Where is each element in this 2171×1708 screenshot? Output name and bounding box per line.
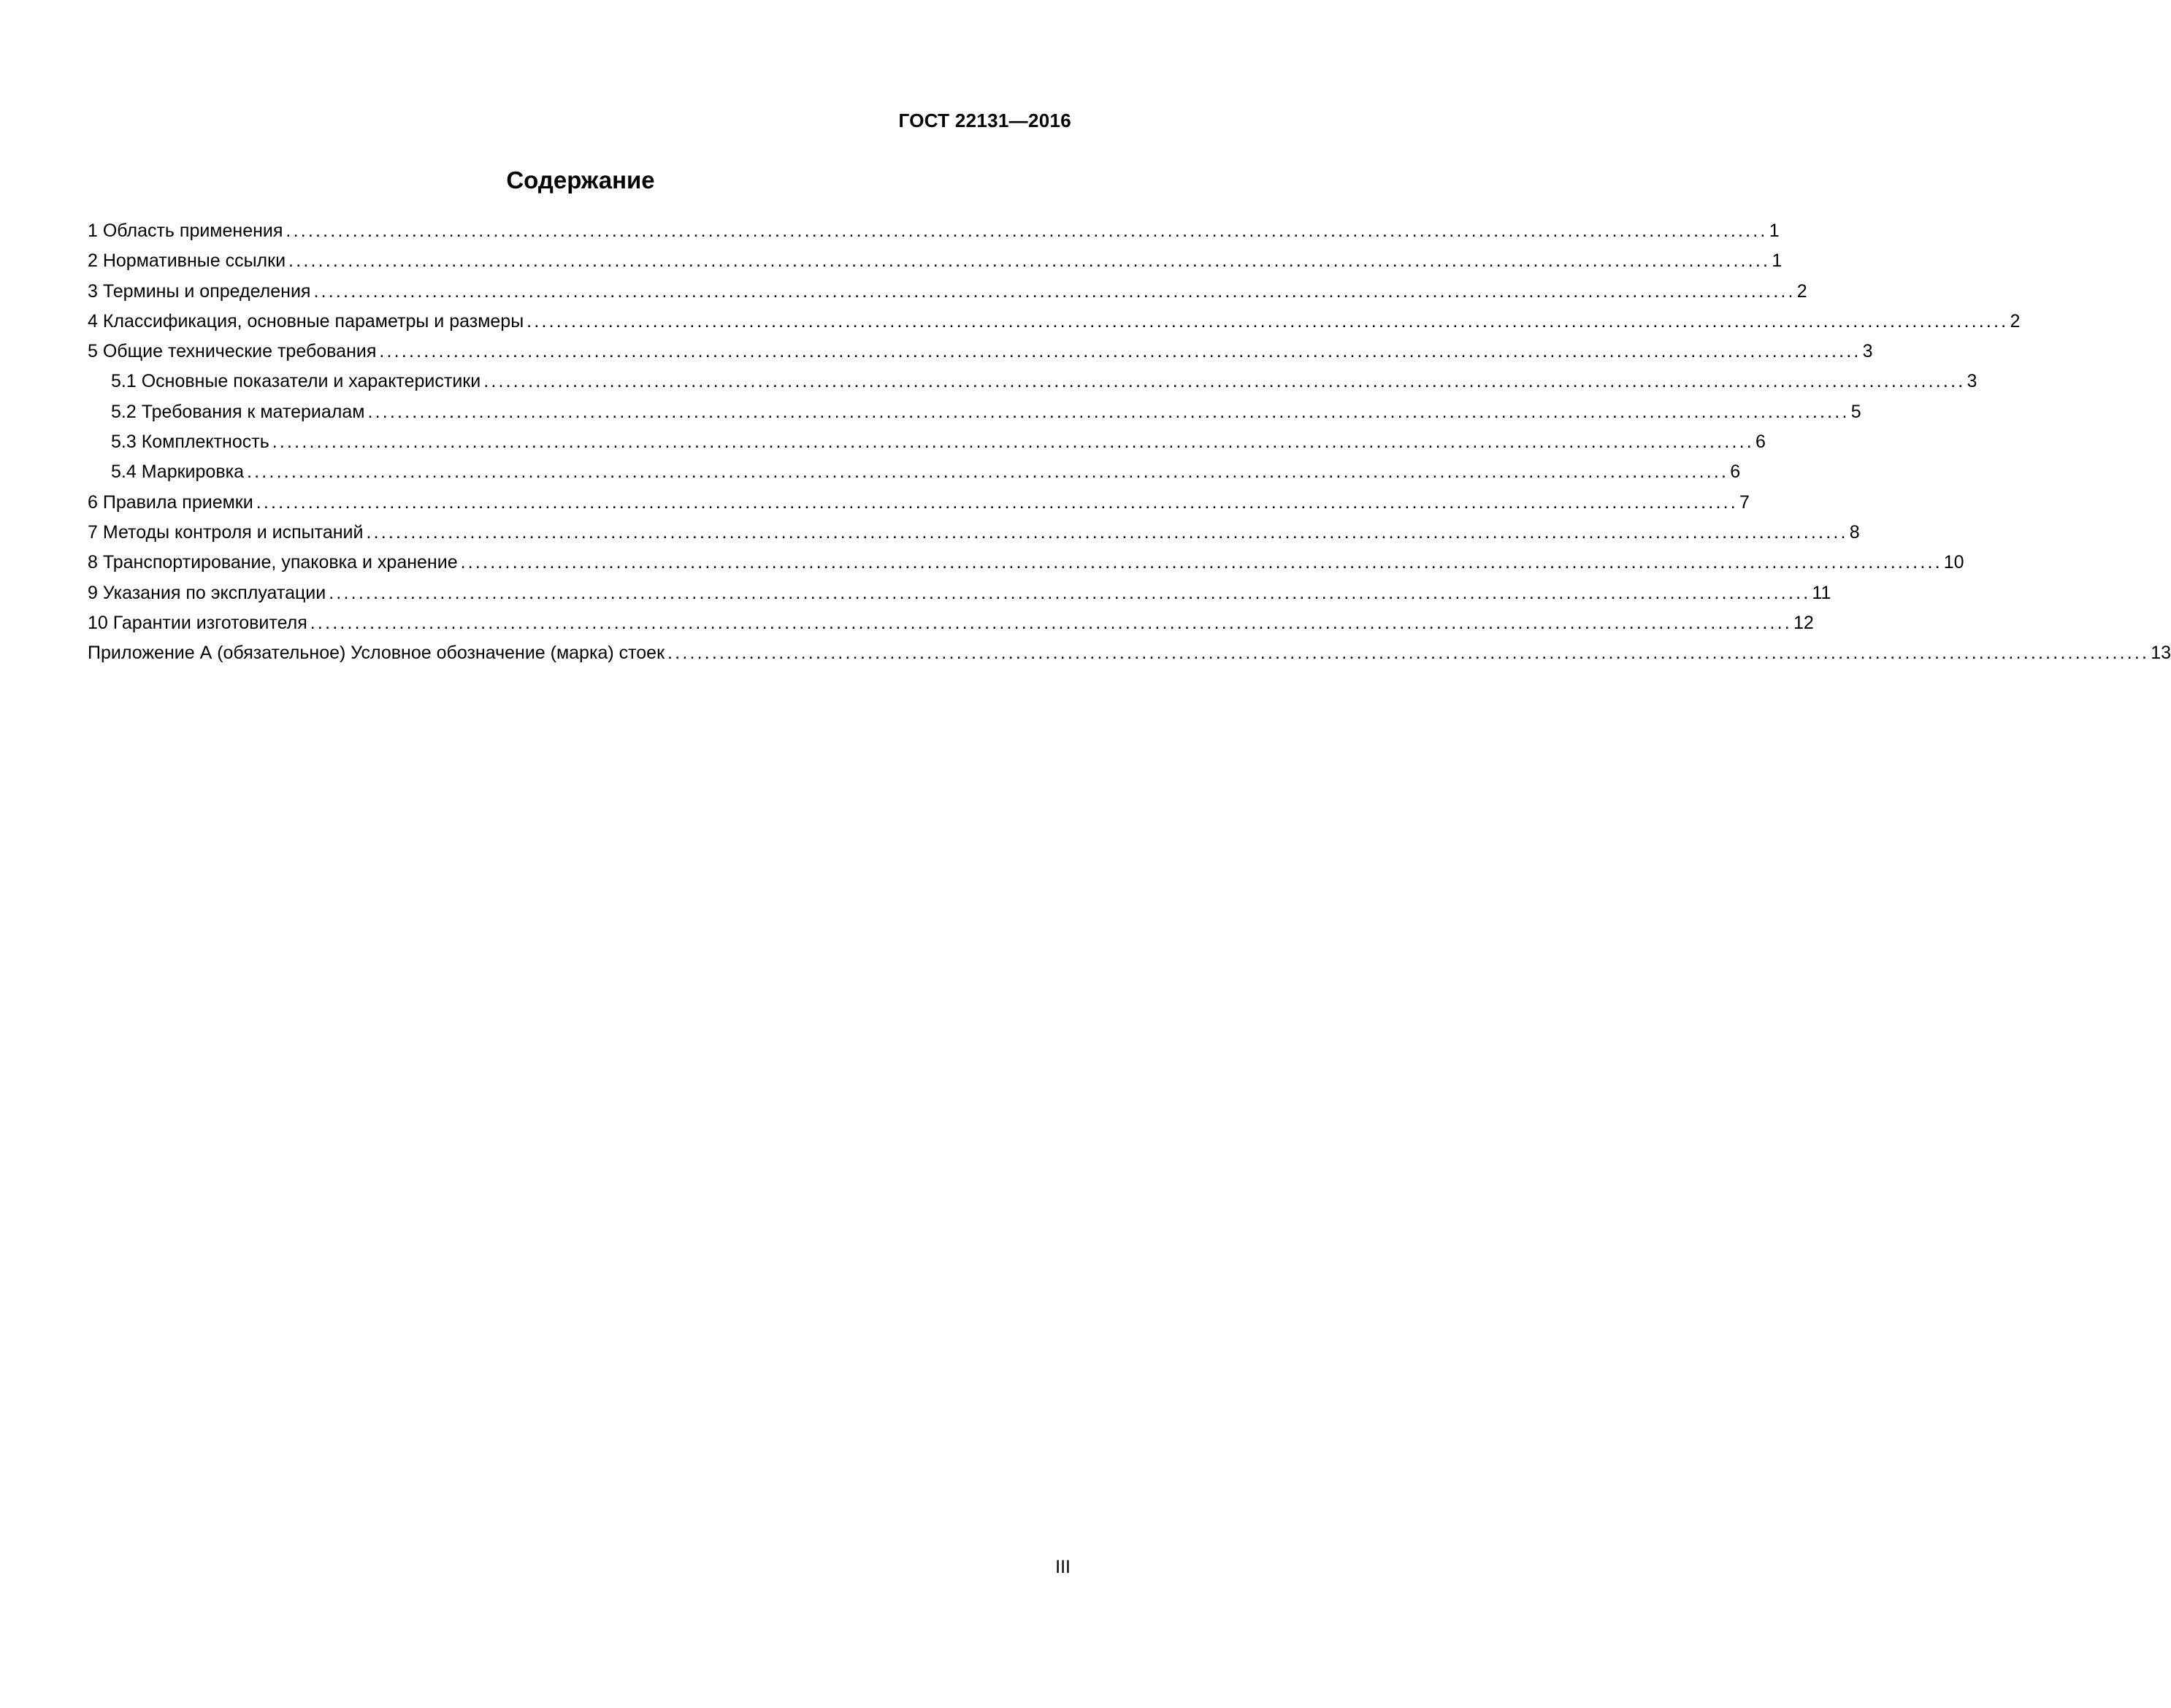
toc-subentry[interactable] <box>88 431 1766 461</box>
toc-entry-label: 3 Термины и определения <box>88 280 311 302</box>
toc-entry[interactable] <box>88 582 1831 612</box>
toc-entry-page: 7 <box>1739 491 1750 513</box>
toc-leader-dots: ........................................................................................................................................................................................................ <box>256 491 1738 513</box>
toc-entry[interactable] <box>88 220 1780 250</box>
toc-entry-page: 8 <box>1849 521 1860 543</box>
toc-subentry[interactable] <box>88 461 1741 491</box>
toc-leader-dots: ........................................................................................................................................................................................................ <box>527 310 2009 332</box>
toc-entry[interactable] <box>88 340 1873 370</box>
toc-entry-page: 11 <box>1812 582 1831 603</box>
toc-entry-label: Приложение А (обязательное) Условное обозначение (марка) стоек <box>88 643 665 664</box>
toc-subentry[interactable] <box>88 370 1977 400</box>
toc-entry[interactable] <box>88 642 2171 672</box>
page-number: III <box>1055 1557 1071 1577</box>
toc-leader-dots: ........................................................................................................................................................................................................ <box>313 280 1796 302</box>
toc-entry[interactable] <box>88 250 1783 280</box>
toc-leader-dots: ........................................................................................................................................................................................................ <box>460 552 1942 573</box>
toc-entry[interactable] <box>88 280 1807 310</box>
toc-entry[interactable] <box>88 612 1814 642</box>
toc-leader-dots: ........................................................................................................................................................................................................ <box>667 643 2150 664</box>
toc-entry-label: 9 Указания по эксплуатации <box>88 582 326 603</box>
toc-entry-label: 7 Методы контроля и испытаний <box>88 521 364 543</box>
table-of-contents <box>88 220 2171 672</box>
toc-title: Содержание <box>506 166 655 194</box>
toc-leader-dots: ........................................................................................................................................................................................................ <box>272 432 1754 453</box>
toc-entry-page: 1 <box>1772 250 1783 272</box>
toc-entry-label: 5.1 Основные показатели и характеристики <box>111 371 481 392</box>
toc-entry-page: 3 <box>1862 341 1873 362</box>
toc-entry[interactable] <box>88 551 1964 581</box>
toc-entry-page: 3 <box>1967 371 1977 392</box>
toc-entry-label: 10 Гарантии изготовителя <box>88 612 307 633</box>
toc-entry-label: 6 Правила приемки <box>88 491 253 513</box>
toc-entry-page: 2 <box>2010 310 2021 332</box>
toc-entry-label: 5 Общие технические требования <box>88 341 377 362</box>
toc-entry-page: 2 <box>1796 280 1807 302</box>
toc-leader-dots: ........................................................................................................................................................................................................ <box>379 341 1861 362</box>
toc-entry-label: 4 Классификация, основные параметры и размеры <box>88 310 524 332</box>
toc-leader-dots: ........................................................................................................................................................................................................ <box>310 612 1792 633</box>
toc-leader-dots: ........................................................................................................................................................................................................ <box>288 250 1771 272</box>
toc-entry-label: 5.2 Требования к материалам <box>111 401 365 422</box>
toc-entry-page: 10 <box>1943 552 1964 573</box>
toc-entry-label: 5.4 Маркировка <box>111 462 244 483</box>
toc-entry-page: 12 <box>1793 612 1814 633</box>
toc-entry-page: 13 <box>2151 643 2171 664</box>
toc-leader-dots: ........................................................................................................................................................................................................ <box>366 521 1848 543</box>
toc-leader-dots: ........................................................................................................................................................................................................ <box>329 582 1811 603</box>
toc-entry-page: 1 <box>1769 221 1780 241</box>
toc-leader-dots: ........................................................................................................................................................................................................ <box>247 462 1729 483</box>
toc-entry-page: 6 <box>1755 432 1766 453</box>
toc-leader-dots: ........................................................................................................................................................................................................ <box>367 401 1850 422</box>
toc-leader-dots: ........................................................................................................................................................................................................ <box>483 371 1966 392</box>
toc-entry-label: 1 Область применения <box>88 221 283 241</box>
toc-entry-label: 8 Транспортирование, упаковка и хранение <box>88 552 458 573</box>
toc-entry-label: 2 Нормативные ссылки <box>88 250 286 272</box>
toc-entry-label: 5.3 Комплектность <box>111 432 269 453</box>
toc-entry-page: 5 <box>1850 401 1861 422</box>
toc-entry[interactable] <box>88 310 2021 340</box>
document-code: ГОСТ 22131—2016 <box>898 110 1071 131</box>
toc-entry[interactable] <box>88 521 1860 551</box>
toc-entry-page: 6 <box>1730 462 1741 483</box>
toc-leader-dots: ........................................................................................................................................................................................................ <box>286 221 1768 241</box>
toc-entry[interactable] <box>88 491 1750 521</box>
toc-subentry[interactable] <box>88 401 1861 431</box>
